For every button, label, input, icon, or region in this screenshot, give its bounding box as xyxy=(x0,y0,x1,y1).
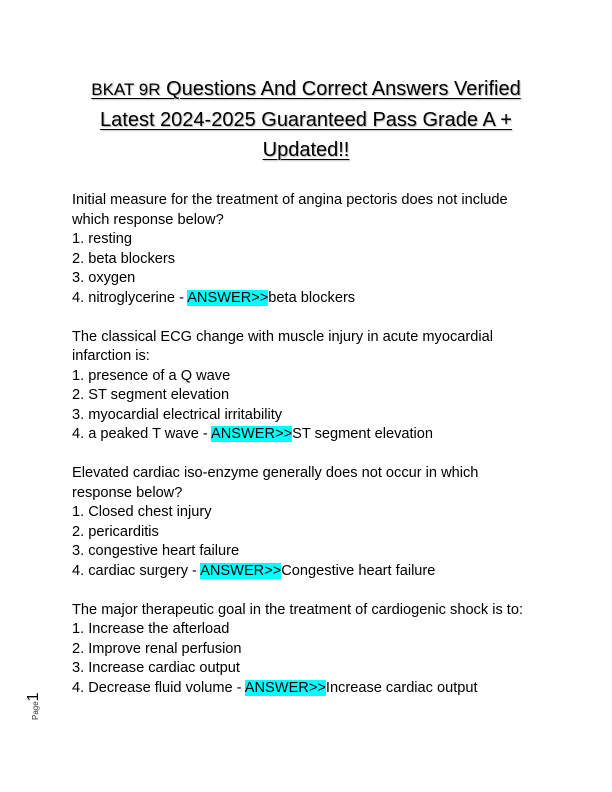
question-block xyxy=(72,328,542,445)
answer-option: 2. pericarditis xyxy=(72,523,159,540)
question-stem: infarction is: xyxy=(72,348,150,364)
title-line-2: Latest 2024-2025 Guaranteed Pass Grade A + xyxy=(100,109,512,131)
answer-line: 4. Decrease fluid volume - ANSWER>>Increase cardiac output xyxy=(72,679,478,696)
answer-line: 4. cardiac surgery - ANSWER>>Congestive heart failure xyxy=(72,562,436,579)
answer-option: 2. Improve renal perfusion xyxy=(72,640,242,657)
question-stem: response below? xyxy=(72,484,183,501)
question-block xyxy=(72,464,542,581)
answer-option: 3. oxygen xyxy=(72,270,136,286)
answer-option: 1. resting xyxy=(72,231,133,247)
answer-option: 3. congestive heart failure xyxy=(72,543,240,559)
question-stem: The classical ECG change with muscle injury in acute myocardial xyxy=(72,328,493,345)
page-number: 1 xyxy=(25,692,42,702)
page-label: Page xyxy=(31,701,40,720)
title-rest: Questions And Correct Answers Verified xyxy=(160,78,521,100)
answer-option: 3. myocardial electrical irritability xyxy=(72,406,283,423)
answer-option: 1. Closed chest injury xyxy=(72,504,212,520)
answer-tag: ANSWER>> xyxy=(244,679,326,696)
answer-option: 1. presence of a Q wave xyxy=(72,367,231,384)
answer-line: 4. a peaked T wave - ANSWER>>ST segment elevation xyxy=(72,426,434,442)
title-prefix: BKAT 9R xyxy=(91,80,161,99)
question-stem: which response below? xyxy=(72,211,224,228)
question-block xyxy=(72,191,542,308)
question-stem: The major therapeutic goal in the treatment of cardiogenic shock is to: xyxy=(72,601,524,618)
question-stem: Elevated cardiac iso-enzyme generally does not occur in which xyxy=(72,465,479,481)
answer-option: 1. Increase the afterload xyxy=(72,621,230,637)
question-list xyxy=(72,191,542,718)
correct-answer: beta blockers xyxy=(268,289,356,306)
answer-tag: ANSWER>> xyxy=(200,562,282,579)
document-title xyxy=(0,74,612,165)
title-line-3: Updated!! xyxy=(262,139,350,161)
correct-answer: ST segment elevation xyxy=(292,426,434,442)
answer-option: 3. Increase cardiac output xyxy=(72,660,240,676)
title-line-1 xyxy=(0,74,612,105)
answer-tag: ANSWER>> xyxy=(187,289,269,306)
correct-answer: Increase cardiac output xyxy=(325,679,478,696)
question-block xyxy=(72,601,542,699)
question-stem: Initial measure for the treatment of angina pectoris does not include xyxy=(72,192,508,208)
page-indicator xyxy=(25,692,43,720)
answer-option: 2. ST segment elevation xyxy=(72,387,230,403)
answer-option: 2. beta blockers xyxy=(72,250,176,267)
answer-line: 4. nitroglycerine - ANSWER>>beta blockers xyxy=(72,289,356,306)
correct-answer: Congestive heart failure xyxy=(281,562,436,579)
page-footer xyxy=(27,680,49,720)
answer-tag: ANSWER>> xyxy=(211,426,293,442)
